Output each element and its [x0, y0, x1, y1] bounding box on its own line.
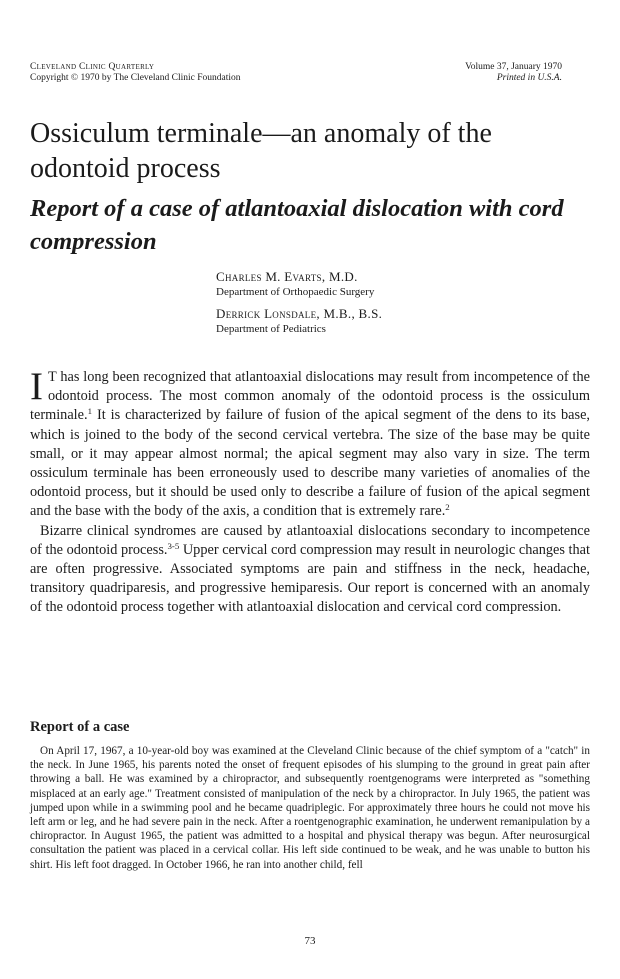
intro-paragraph: I T has long been recognized that atlantoaxial dislocations may result from incompetence of the odontoid process. The most common anomaly of the odontoid process is the ossiculum terminale.$^1$ It is characterized by failure of fusion of the apical segment of the dens to its base, which is joined to the body of the second cervical vertebra. The size of the base may be quite small, or it may appear almost normal; the apical segment may also vary in size. The term ossiculum terminale has been erroneously used to describe many varieties of anomalies of the odontoid process, but it should be used only to describe a failure of fusion of the apical segment and the base with the body of the axis, a condition that is extremely rare.$^2$	[30, 365, 590, 520]
case-report-text	[30, 744, 590, 872]
volume-line: Volume 37, January 1970	[465, 62, 562, 72]
running-header-right	[465, 62, 562, 84]
author-name: Charles M. Evarts, M.D.	[216, 269, 358, 284]
author-block	[216, 269, 536, 336]
author-department: Department of Pediatrics	[216, 323, 326, 335]
running-header-left	[30, 62, 240, 84]
article-title: Ossiculum terminale—an anomaly of the odontoid process	[30, 118, 492, 184]
section-heading: Report of a case	[30, 719, 130, 735]
reference-marker: 2	[445, 502, 450, 513]
author-name: Derrick Lonsdale, M.B., B.S.	[216, 306, 383, 321]
article-subtitle: Report of a case of atlantoaxial dislocation with cord compression	[30, 195, 564, 255]
body-paragraph: On April 17, 1967, a 10-year-old boy was examined at the Cleveland Clinic because of the chief symptom of a "catch" in the neck. In June 1965, his parents noted the onset of frequent episodes of his slumping to the ground in great pain after throwing a ball. He was examined by a chiropractor, and subsequently roentgenograms were interpreted as "something misplaced at an early age." Treatment consisted of manipulation of the neck by a chiropractor. In July 1965, the patient was jumped upon while in a swimming pool and he became quadriplegic. For approximately three hours he could not move his left arm or leg, and he had severe pain in the neck. After a roentgenographic examination, he underwent remanipulation by a chiropractor. In August 1965, the patient was admitted to a hospital and physical therapy was begun. After neurosurgical consultation the patient was placed in a cervical collar. His left side continued to be weak, and he was unable to button his shirt. His left foot dragged. In October 1966, he ran into another child, fell	[30, 745, 590, 871]
drop-cap: I	[30, 365, 43, 408]
reference-marker: 3-5	[167, 540, 180, 551]
reference-marker: 1	[87, 406, 92, 417]
intro-paragraph: Bizarre clinical syndromes are caused by atlantoaxial dislocations secondary to incompetence of the odontoid process.$^{3-5}$ Upper cervical cord compression may result in neurologic changes that are often progressive. Associated symptoms are pain and stiffness in the neck, headache, transitory quadriparesis, and progressive hemiparesis. Our report is concerned with an anomaly of the odontoid process together with atlantoaxial dislocation and cervical cord compression.	[30, 522, 590, 616]
printed-line: Printed in U.S.A.	[496, 73, 562, 83]
introduction	[30, 365, 590, 618]
copyright-line: Copyright © 1970 by The Cleveland Clinic Foundation	[30, 73, 241, 83]
author-department: Department of Orthopaedic Surgery	[216, 286, 375, 298]
page-number: 73	[304, 935, 316, 947]
journal-name: Cleveland Clinic Quarterly	[30, 62, 155, 72]
